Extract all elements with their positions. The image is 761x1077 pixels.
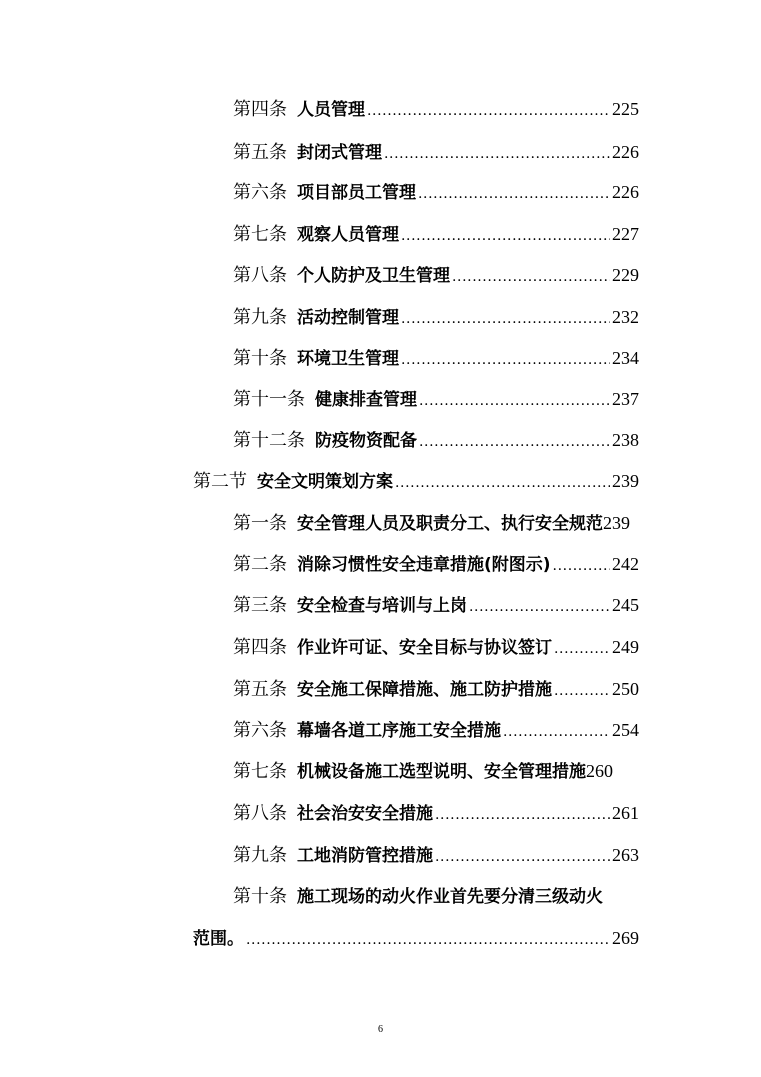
toc-entry-page: 227 (612, 224, 639, 244)
dot-leader (554, 676, 610, 706)
toc-entry-page: 263 (612, 845, 639, 865)
toc-entry-number: 第八条 (233, 803, 287, 824)
dot-leader (401, 345, 610, 375)
toc-entry (233, 840, 639, 870)
toc-entry-page: 232 (612, 307, 639, 327)
toc-entry-number: 第五条 (233, 142, 287, 163)
toc-entry-page: 239 (612, 471, 639, 491)
toc-entry (233, 177, 639, 207)
toc-entry-number: 第五条 (233, 679, 287, 700)
toc-entry-page: 261 (612, 803, 639, 823)
toc-entry-title: 作业许可证、安全目标与协议签订 (297, 638, 552, 658)
toc-entry-title: 防疫物资配备 (315, 431, 417, 451)
toc-entry-number: 第一条 (233, 513, 287, 534)
toc-entry-page: 260 (586, 761, 613, 781)
toc-entry (233, 302, 639, 332)
dot-leader (384, 139, 610, 169)
toc-entry-number: 第三条 (233, 595, 287, 616)
toc-entry (233, 94, 639, 124)
toc-entry-number: 第四条 (233, 99, 287, 120)
toc-entry-title: 观察人员管理 (297, 225, 399, 245)
toc-entry-number: 第七条 (233, 224, 287, 245)
toc-entry-page: 249 (612, 637, 639, 657)
toc-entry-title: 施工现场的动火作业首先要分清三级动火 (297, 887, 603, 907)
toc-entry (233, 260, 639, 290)
toc-entry-number: 第二条 (233, 554, 287, 575)
toc-entry-number: 第十一条 (233, 389, 305, 410)
toc-entry-title: 活动控制管理 (297, 308, 399, 328)
toc-entry-number: 第十条 (233, 348, 287, 369)
toc-entry-number: 第十条 (233, 886, 287, 907)
toc-entry-page: 225 (612, 99, 639, 119)
toc-entry-number: 第七条 (233, 761, 287, 782)
toc-entry-number: 第九条 (233, 845, 287, 866)
toc-entry-page: 226 (612, 142, 639, 162)
toc-section-entry (193, 466, 639, 496)
dot-leader (401, 304, 610, 334)
dot-leader (395, 468, 610, 498)
toc-entry-page: 245 (612, 595, 639, 615)
toc-entry-title: 安全管理人员及职责分工、执行安全规范 (297, 514, 603, 534)
toc-entry-title: 环境卫生管理 (297, 349, 399, 369)
toc-entry-number: 第十二条 (233, 430, 305, 451)
toc-entry (233, 137, 639, 167)
toc-entry-number: 第六条 (233, 720, 287, 741)
dot-leader (367, 96, 610, 126)
toc-entry-title: 机械设备施工选型说明、安全管理措施 (297, 762, 586, 782)
dot-leader (418, 179, 610, 209)
toc-entry-page: 226 (612, 182, 639, 202)
toc-entry (233, 715, 639, 745)
dot-leader (401, 221, 610, 251)
toc-entry (233, 508, 639, 538)
toc-entry-number: 第四条 (233, 637, 287, 658)
toc-entry-title: 社会治安安全措施 (297, 804, 433, 824)
toc-entry (233, 549, 639, 579)
toc-entry-page: 269 (612, 928, 639, 948)
toc-entry-page: 238 (612, 430, 639, 450)
toc-entry-page: 242 (612, 554, 639, 574)
dot-leader (469, 592, 610, 622)
toc-entry-title: 安全施工保障措施、施工防护措施 (297, 680, 552, 700)
toc-entry (233, 590, 639, 620)
dot-leader (435, 800, 610, 830)
toc-entry-number: 第八条 (233, 265, 287, 286)
toc-entry (233, 882, 639, 912)
toc-entry (233, 798, 639, 828)
toc-entry-page: 237 (612, 389, 639, 409)
toc-entry-title: 个人防护及卫生管理 (297, 266, 450, 286)
dot-leader (246, 925, 610, 955)
dot-leader (452, 262, 610, 292)
toc-entry-page: 229 (612, 265, 639, 285)
toc-entry-title: 项目部员工管理 (297, 183, 416, 203)
dot-leader (503, 717, 610, 747)
toc-entry-page: 234 (612, 348, 639, 368)
toc-entry-continuation (193, 923, 639, 953)
toc-entry-page: 254 (612, 720, 639, 740)
dot-leader (554, 634, 610, 664)
toc-entry-page: 250 (612, 679, 639, 699)
toc-entry-title: 幕墙各道工序施工安全措施 (297, 721, 501, 741)
dot-leader (419, 386, 610, 416)
dot-leader (419, 427, 610, 457)
dot-leader (553, 551, 610, 581)
toc-entry-title: 人员管理 (297, 100, 365, 120)
toc-entry (233, 674, 639, 704)
toc-entry (233, 343, 639, 373)
toc-entry-title: 工地消防管控措施 (297, 846, 433, 866)
dot-leader (435, 842, 610, 872)
toc-entry-number: 第九条 (233, 307, 287, 328)
toc-entry (233, 756, 639, 786)
toc-entry-page: 239 (603, 513, 630, 533)
toc-entry-title: 安全文明策划方案 (257, 472, 393, 492)
toc-entry (233, 632, 639, 662)
page-number: 6 (378, 1024, 383, 1035)
toc-entry-number: 第二节 (193, 471, 247, 492)
toc-entry-title: 消除习惯性安全违章措施(附图示) (297, 555, 551, 575)
toc-entry-number: 第六条 (233, 182, 287, 203)
toc-entry-title: 安全检查与培训与上岗 (297, 596, 467, 616)
toc-entry-title: 健康排查管理 (315, 390, 417, 410)
toc-entry-title: 封闭式管理 (297, 143, 382, 163)
toc-entry (233, 425, 639, 455)
toc-entry (233, 219, 639, 249)
toc-entry (233, 384, 639, 414)
toc-entry-title-continued: 范围。 (193, 929, 244, 949)
